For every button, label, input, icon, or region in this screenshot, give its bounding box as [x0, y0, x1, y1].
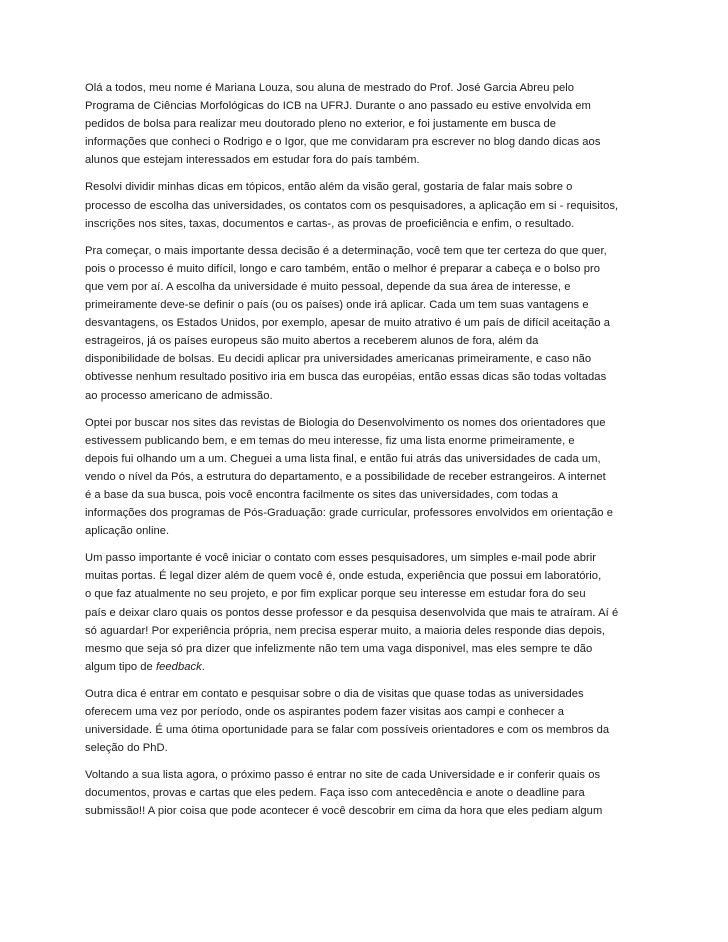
text-fragment: . — [201, 660, 205, 673]
paragraph-5 — [85, 549, 645, 676]
text-line: mesmo que seja só pra dizer que infelizmente não tem uma vaga disponivel, mas eles sempre te dão — [85, 642, 593, 655]
text-line: processo de escolha das universidades, os contatos com os pesquisadores, a aplicação em si - requisitos, — [85, 199, 619, 212]
text-line: que vem por aí. A escolha da universidade é muito pessoal, depende da sua área de interesse, e — [85, 280, 571, 293]
text-line: desvantagens, os Estados Unidos, por exemplo, apesar de muito atrativo é um país de difícil aceitação a — [85, 317, 611, 330]
text-line: Um passo importante é você iniciar o contato com esses pesquisadores, um simples e-mail pode abrir — [85, 552, 597, 565]
text-line: vendo o nível da Pós, a estrutura do departamento, e a possibilidade de receber estrangeiros. A internet — [85, 470, 606, 483]
text-line: estivessem publicando bem, e em temas do meu interesse, fiz uma lista enorme primeiramente, e — [85, 434, 575, 447]
paragraph-4 — [85, 414, 645, 541]
paragraph-3 — [85, 242, 645, 405]
paragraph-1 — [85, 79, 645, 169]
text-line: Pra começar, o mais importante dessa decisão é a determinação, você tem que ter certeza do que quer, — [85, 244, 607, 257]
text-line: aplicação online. — [85, 525, 170, 538]
paragraph-7 — [85, 766, 645, 820]
text-line: obtivesse nenhum resultado positivo iria em busca das européias, então essas dicas são todas voltadas — [85, 371, 607, 384]
text-line: Optei por buscar nos sites das revistas de Biologia do Desenvolvimento os nomes dos orientadores que — [85, 416, 606, 429]
text-line: Outra dica é entrar em contato e pesquisar sobre o dia de visitas que quase todas as universidades — [85, 687, 584, 700]
text-line: documentos, provas e cartas que eles pedem. Faça isso com antecedência e anote o deadline para — [85, 787, 585, 800]
paragraph-6 — [85, 685, 645, 757]
text-line — [85, 658, 645, 676]
text-line: muitas portas. É legal dizer além de quem você é, onde estuda, experiência que possui em laboratório, — [85, 570, 602, 583]
text-line: só aguardar! Por experiência própria, nem precisa esperar muito, a maioria deles responde dias depois, — [85, 624, 606, 637]
text-line: pois o processo é muito difícil, longo e caro também, então o melhor é preparar a cabeça e o bolso pro — [85, 262, 601, 275]
text-line: depois fui olhando um a um. Cheguei a uma lista final, e então fui atrás das universidades de cada um, — [85, 452, 601, 465]
text-line: ao processo americano de admissão. — [85, 389, 273, 402]
text-line: submissão!! A pior coisa que pode acontecer é você descobrir em cima da hora que eles pediam algum — [85, 805, 603, 818]
text-line: inscrições nos sites, taxas, documentos e cartas-, as provas de proeficiência e enfim, o resultado. — [85, 217, 575, 230]
text-fragment: algum tipo de — [85, 660, 156, 673]
text-line: informações que conheci o Rodrigo e o Igor, que me convidaram pra escrever no blog dando dicas aos — [85, 136, 601, 149]
text-line: o que faz atualmente no seu projeto, e por fim explicar porque seu interesse em estudar fora do seu — [85, 588, 586, 601]
text-line: disponibilidade de bolsas. Eu decidi aplicar pra universidades americanas primeiramente, e caso não — [85, 353, 592, 366]
text-line: país e deixar claro quais os pontos desse professor e da pesquisa desenvolvida que mais te atraíram. Aí é — [85, 606, 619, 619]
text-line: alunos que estejam interessados em estudar fora do país também. — [85, 154, 420, 167]
document-page — [85, 79, 645, 830]
text-line: estrageiros, já os países europeus são muito abertos a receberem alunos de fora, além da — [85, 335, 539, 348]
text-line: Resolvi dividir minhas dicas em tópicos, então além da visão geral, gostaria de falar mais sobre o — [85, 181, 573, 194]
text-line: primeiramente deve-se definir o país (ou os países) onde irá aplicar. Cada um tem suas vantagens e — [85, 299, 589, 312]
text-line: pedidos de bolsa para realizar meu doutorado pleno no exterior, e foi justamente em busca de — [85, 118, 557, 131]
text-line: informações dos programas de Pós-Graduação: grade curricular, professores envolvidos em orientação e — [85, 507, 613, 520]
text-line: Programa de Ciências Morfológicas do ICB na UFRJ. Durante o ano passado eu estive envolvida em — [85, 100, 591, 113]
italic-term: feedback — [155, 660, 202, 673]
paragraph-2 — [85, 178, 645, 232]
text-line: universidade. É uma ótima oportunidade para se falar com possíveis orientadores e com os membros da — [85, 724, 610, 737]
text-line: Voltando a sua lista agora, o próximo passo é entrar no site de cada Universidade e ir conferir quais os — [85, 769, 601, 782]
text-line: Olá a todos, meu nome é Mariana Louza, sou aluna de mestrado do Prof. José Garcia Abreu pelo — [85, 82, 575, 94]
text-line: seleção do PhD. — [85, 742, 168, 755]
text-line: oferecem uma vez por período, onde os aspirantes podem fazer visitas aos campi e conhecer a — [85, 706, 565, 718]
text-line: é a base da sua busca, pois você encontra facilmente os sites das universidades, com todas a — [85, 488, 558, 501]
